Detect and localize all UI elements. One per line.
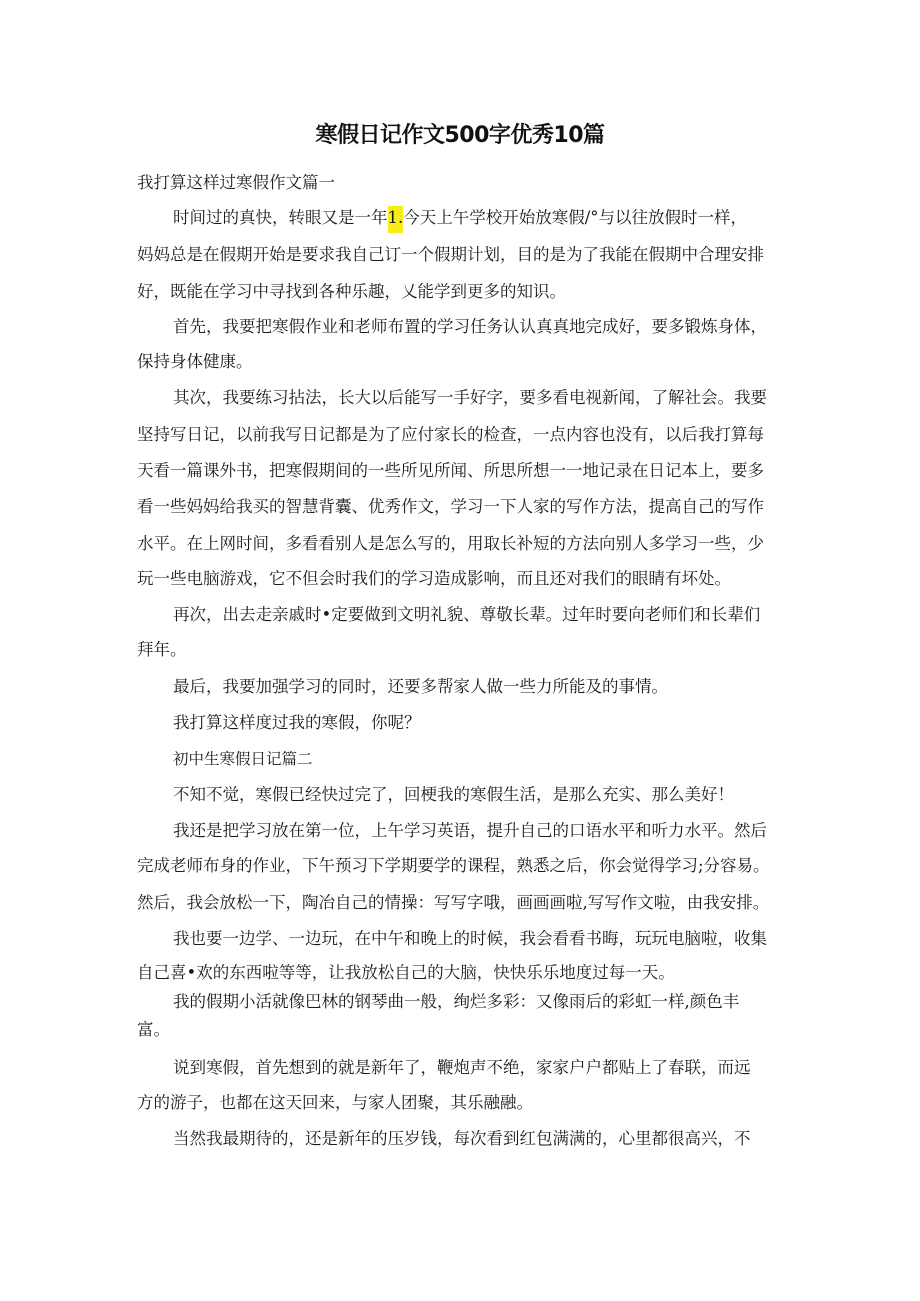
paragraph-8-line-3: 然后，我会放松一下，陶冶自己的情操：写写字哦，画画画啦,写写作文啦，由我安排。 [137,893,770,912]
paragraph-11-line-2: 方的游子，也都在这天回来，与家人团聚，其乐融融。 [137,1093,533,1112]
paragraph-2-line-1: 首先，我要把寒假作业和老师布置的学习任务认认真真地完成好，要多锻炼身体， [173,317,767,336]
paragraph-3-line-3: 天看一篇课外书，把寒假期间的一些所见所闻、所思所想一一地记录在日记本上，要多 [137,461,764,480]
paragraph-4-line-2: 拜年。 [137,640,187,659]
paragraph-6: 我打算这样度过我的寒假，你呢？ [173,713,421,732]
paragraph-1-line-1 [173,208,747,228]
document-title: 寒假日记作文500字优秀10篇 [315,123,605,148]
paragraph-9-line-2: 自己喜•欢的东西啦等等，让我放松自己的大脑，快快乐乐地度过每一天。 [137,963,675,982]
paragraph-11-line-1: 说到寒假，首先想到的就是新年了，鞭炮声不绝，家家户户都贴上了春联，而远 [173,1058,751,1077]
section-heading-1: 我打算这样过寒假作文篇一 [137,173,335,192]
paragraph-12: 当然我最期待的，还是新年的压岁钱，每次看到红包满满的，心里都很高兴，不 [173,1129,751,1148]
paragraph-1-text-a: 时间过的真快，转眼又是一年 [173,208,388,227]
paragraph-3-line-2: 坚持写日记，以前我写日记都是为了应付家长的检查，一点内容也没有，以后我打算每 [137,425,764,444]
paragraph-1-line-3: 好，既能在学习中寻找到各种乐趣，乂能学到更多的知识。 [137,282,566,301]
paragraph-3-line-4: 看一些妈妈给我买的智慧背囊、优秀作文，学习一下人家的写作方法，提高自己的写作 [137,497,764,516]
paragraph-3-line-5: 水平。在上网时间，多看看别人是怎么写的，用取长补短的方法向别人多学习一些，少 [137,534,764,553]
paragraph-7: 不知不觉，寒假已经快过完了，回梗我的寒假生活，是那么充实、那么美好！ [173,785,734,804]
paragraph-5: 最后，我要加强学习的同时，还要多帮家人做一些力所能及的事情。 [173,677,668,696]
paragraph-4-line-1: 再次，出去走亲戚时•定要做到文明礼貌、尊敬长辈。过年时要向老师们和长辈们 [173,605,761,624]
paragraph-10-line-1: 我的假期小活就像巴林的钢琴曲一般，绚烂多彩：又像雨后的彩虹一样,颜色丰 [173,992,740,1011]
highlight-mark: 1. [388,206,404,233]
paragraph-3-line-1: 其次，我要练习拈法，长大以后能写一手好字，要多看电视新闻，了解社会。我要 [173,388,767,407]
paragraph-3-line-6: 玩一些电脑游戏，它不但会时我们的学习造成影响，而且还对我们的眼睛有坏处。 [137,569,731,588]
paragraph-2-line-2: 保持身体健康。 [137,352,253,371]
paragraph-9-line-1: 我也要一边学、一边玩，在中午和晚上的时候，我会看看书晦，玩玩电脑啦，收集 [173,929,767,948]
paragraph-1-line-2: 妈妈总是在假期开始是要求我自己订一个假期计划，目的是为了我能在假期中合理安排 [137,245,764,264]
paragraph-10-line-2: 富。 [137,1020,170,1039]
section-heading-2: 初中生寒假日记篇二 [173,750,313,768]
paragraph-8-line-2: 完成老师布身的作业，下午预习下学期要学的课程，熟悉之后，你会觉得学习;分容易。 [137,856,770,875]
paragraph-1-text-b: 今天上午学校开始放寒假/°与以往放假时一样， [403,208,748,227]
paragraph-8-line-1: 我还是把学习放在第一位，上午学习英语，提升自己的口语水平和听力水平。然后 [173,821,767,840]
